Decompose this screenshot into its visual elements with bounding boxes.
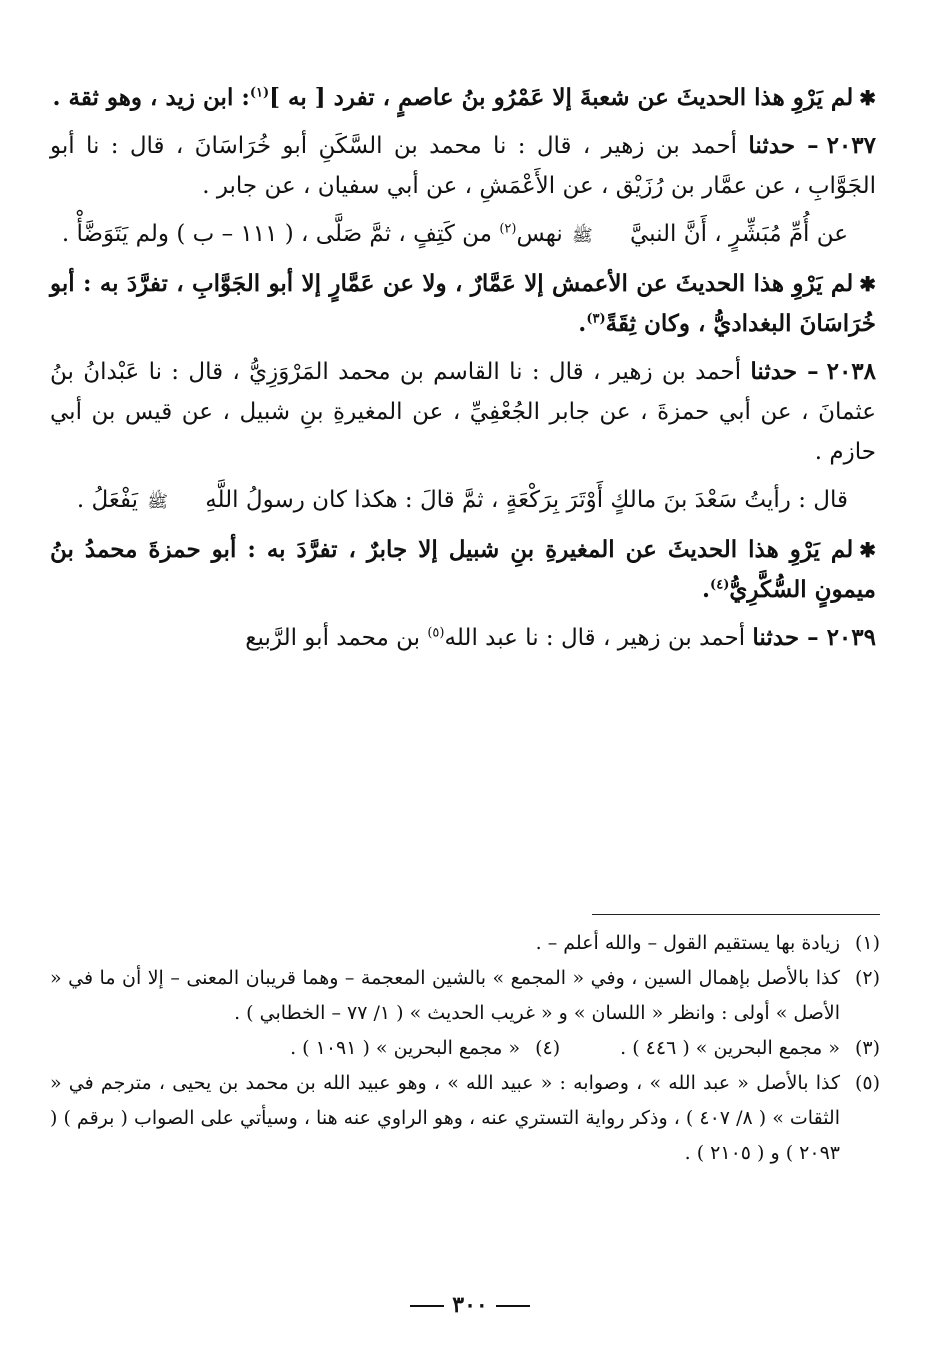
hadith-2038-isnad xyxy=(50,352,876,472)
footnote-divider xyxy=(592,914,880,915)
editor-comment-1 xyxy=(50,78,876,118)
footnote-number: (٥) xyxy=(854,1072,880,1094)
footnote-ref-1: (١) xyxy=(249,85,270,101)
asterisk-icon: ✱ xyxy=(859,538,877,562)
comment-text: لم يَرْوِ هذا الحديثَ عن الأعمش إلا عَمَّارٌ ، ولا عن عَمَّارٍ إلا أبو الجَوَّابِ ، تفرَّدَ به : أبو خُرَاسَانَ البغداديُّ ، وكان ثِقَةً xyxy=(50,270,876,337)
footnote-number: (٤) xyxy=(535,1037,561,1059)
matn-text: قال : رأيتُ سَعْدَ بنَ مالكٍ أَوْتَرَ بِرَكْعَةٍ ، ثمَّ قالَ : هكذا كان رسولُ اللَّهِ xyxy=(205,487,848,513)
editor-comment-3 xyxy=(50,530,876,610)
hadith-number: ٢٠٣٧ xyxy=(826,132,876,159)
asterisk-icon: ✱ xyxy=(859,86,876,110)
hadith-number: ٢٠٣٩ xyxy=(826,624,876,651)
matn-text: عن أُمِّ مُبَشِّرٍ ، أَنَّ النبيَّ xyxy=(629,221,848,247)
footnote-number: (١) xyxy=(854,932,880,954)
hadith-2039-isnad xyxy=(50,618,876,658)
footnote-3 xyxy=(620,1031,880,1066)
footnote-number: (٣) xyxy=(854,1037,880,1059)
footnote-number: (٢) xyxy=(854,967,880,989)
footnote-text: زيادة بها يستقيم القول – والله أعلم – . xyxy=(535,932,840,954)
isnad-text: بن محمد أبو الرَّبيع xyxy=(245,625,421,651)
matn-text: نهس xyxy=(516,221,563,247)
footnote-2 xyxy=(50,961,880,1031)
page-number-value: ٣٠٠ xyxy=(452,1292,488,1318)
footnote-text: كذا بالأصل « عبد الله » ، وصوابه : « عبيد الله » ، وهو عبيد الله بن محمد بن يحيى ، مترجم في « الثقات » ( ٨/ ٤٠٧ ) ، وذكر رواية التستري عنه ، وهو الراوي عنه هنا ، وسيأتي على الصواب ( برقم ) ( ٢٠٩٣ ) و ( ٢١٠٥ ) . xyxy=(50,1072,840,1164)
salutation-glyph: ﷺ xyxy=(147,492,168,512)
matn-text: من كَتِفٍ ، ثمَّ صَلَّى ، ( ١١١ – ب ) ولم يَتَوَضَّأْ . xyxy=(61,221,492,247)
footnote-5 xyxy=(50,1066,880,1171)
page-number xyxy=(0,1292,940,1318)
comment-tail: . xyxy=(702,576,711,603)
hadith-lead: – حدثنا xyxy=(748,132,819,159)
footnote-ref-5: (٥) xyxy=(427,625,445,641)
salutation-glyph: ﷺ xyxy=(572,226,593,246)
page-number-dash xyxy=(410,1305,444,1307)
footnote-text: كذا بالأصل بإهمال السين ، وفي « المجمع » بالشين المعجمة – وهما قريبان المعنى – إلا أن ما في « الأصل » أولى : وانظر « اللسان » و « غريب الحديث » ( ١/ ٧٧ – الخطابي ) . xyxy=(50,967,840,1024)
asterisk-icon: ✱ xyxy=(859,272,876,296)
page-body xyxy=(50,78,876,666)
matn-text: يَفْعَلُ . xyxy=(76,487,139,513)
hadith-2037-isnad xyxy=(50,126,876,206)
hadith-lead: – حدثنا xyxy=(750,358,819,385)
hadith-2037-matn xyxy=(50,214,876,256)
footnote-1 xyxy=(50,926,880,961)
isnad-text: أحمد بن زهير ، قال : نا القاسم بن محمد المَرْوَزِيُّ ، قال : نا عَبْدانُ بنُ عثمانَ ، عن أبي حمزةَ ، عن جابر الجُعْفِيِّ ، عن المغيرةِ بنِ شبيل ، عن قيس بن أبي حازم . xyxy=(50,359,876,465)
isnad-text: أحمد بن زهير ، قال : نا عبد الله xyxy=(444,625,746,651)
footnote-text: « مجمع البحرين » ( ٤٤٦ ) . xyxy=(620,1037,840,1059)
hadith-2038-matn xyxy=(50,480,876,522)
page-number-dash xyxy=(496,1305,530,1307)
footnote-row-3-4 xyxy=(50,1031,880,1066)
footnote-ref-4: (٤) xyxy=(710,577,730,593)
hadith-number: ٢٠٣٨ xyxy=(826,358,877,385)
comment-tail: : ابن زيد ، وهو ثقة . xyxy=(52,84,250,111)
editor-comment-2 xyxy=(50,264,876,344)
footnote-ref-3: (٣) xyxy=(586,311,606,327)
footnote-4 xyxy=(290,1031,560,1066)
footnotes xyxy=(50,926,880,1171)
comment-text: لم يَرْوِ هذا الحديثَ عن شعبةَ إلا عَمْرُو بنُ عاصمٍ ، تفرد [ به ] xyxy=(269,84,854,111)
footnote-ref-2: (٢) xyxy=(499,221,517,237)
hadith-lead: – حدثنا xyxy=(752,624,819,651)
footnote-text: « مجمع البحرين » ( ١٠٩١ ) . xyxy=(290,1037,521,1059)
comment-text: لم يَرْوِ هذا الحديثَ عن المغيرةِ بنِ شبيل إلا جابرٌ ، تفرَّدَ به : أبو حمزةَ محمدُ بنُ ميمونٍ السُّكَّرِيُّ xyxy=(50,536,876,603)
comment-tail: . xyxy=(578,310,587,337)
isnad-text: أحمد بن زهير ، قال : نا محمد بن السَّكَنِ أبو خُرَاسَانَ ، قال : نا أبو الجَوَّابِ ، عن عمَّار بن رُزَيْق ، عن الأَعْمَشِ ، عن أبي سفيان ، عن جابر . xyxy=(50,133,876,199)
